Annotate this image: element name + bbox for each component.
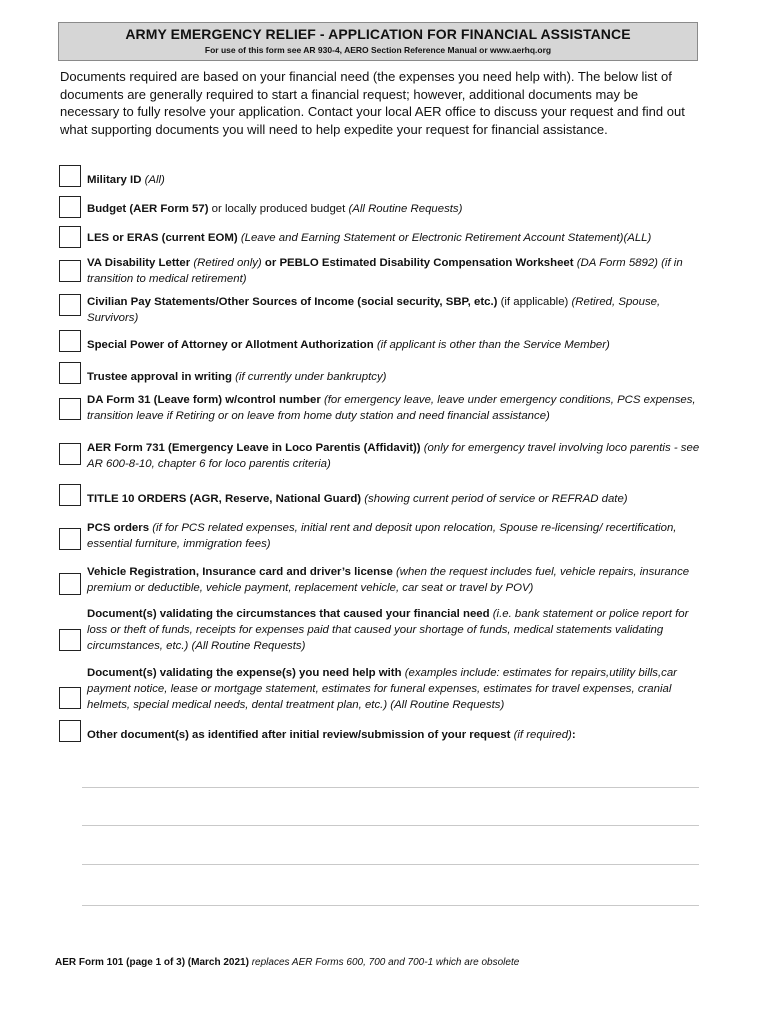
item-qualifier: (examples include: estimates for repairs,utility bills,car payment notice, lease or mortgage statement, estimates for funeral expenses, estimates for travel expenses, cranial helmets, special medical needs, dental treatment plan, etc.) (All Routine Requests) (87, 667, 677, 711)
item-civilian-pay (87, 294, 707, 326)
item-label: Vehicle Registration, Insurance card and driver’s license (87, 566, 393, 578)
item-qualifier-secondary: (DA Form 5892) (if in transition to medical retirement) (87, 257, 683, 285)
item-other-documents (87, 727, 707, 743)
item-da-form-31 (87, 392, 707, 424)
item-qualifier: (Retired only) (193, 257, 262, 269)
item-qualifier: (i.e. bank statement or police report for loss or theft of funds, receipts for expenses paid that caused your shortage of funds, medical statements validating circumstances, etc.) (All Routine Requests) (87, 608, 689, 652)
item-qualifier: (All Routine Requests) (348, 203, 463, 215)
item-label-secondary: or PEBLO Estimated Disability Compensation Worksheet (261, 257, 574, 269)
item-label: Military ID (87, 174, 142, 186)
item-label: Trustee approval in writing (87, 371, 232, 383)
checkbox-power-of-attorney[interactable] (59, 330, 81, 352)
form-header (58, 22, 698, 61)
item-qualifier: (if for PCS related expenses, initial rent and deposit upon relocation, Spouse re-licensing/ recertification, essential furniture, immigration fees) (87, 522, 677, 550)
checkbox-title-10-orders[interactable] (59, 484, 81, 506)
item-label: Special Power of Attorney or Allotment Authorization (87, 339, 374, 351)
checkbox-va-disability[interactable] (59, 260, 81, 282)
item-label: Budget (AER Form 57) (87, 203, 209, 215)
checkbox-vehicle-registration[interactable] (59, 573, 81, 595)
checkbox-circumstance-documents[interactable] (59, 629, 81, 651)
item-qualifier: (if currently under bankruptcy) (235, 371, 387, 383)
checkbox-pcs-orders[interactable] (59, 528, 81, 550)
item-label: Document(s) validating the circumstances that caused your financial need (87, 608, 490, 620)
item-label: PCS orders (87, 522, 150, 534)
item-expense-documents (87, 665, 707, 713)
checkbox-other-documents[interactable] (59, 720, 81, 742)
item-title-10-orders (87, 491, 707, 507)
item-label: Civilian Pay Statements/Other Sources of Income (social security, SBP, etc.) (87, 296, 498, 308)
footer-note: replaces AER Forms 600, 700 and 700-1 which are obsolete (248, 957, 520, 968)
checkbox-aer-form-731[interactable] (59, 443, 81, 465)
item-qualifier: (Leave and Earning Statement or Electronic Retirement Account Statement)(ALL) (240, 232, 652, 244)
item-qualifier: (only for emergency travel involving loco parentis - see AR 600-8-10, chapter 6 for loco parentis criteria) (87, 442, 700, 470)
item-les-eras (87, 230, 707, 246)
item-qualifier: (for emergency leave, leave under emergency conditions, PCS expenses, transition leave if Retiring or on leave from home duty station and need financial assistance) (87, 394, 696, 422)
item-qualifier: (showing current period of service or REFRAD date) (364, 493, 628, 505)
checkbox-expense-documents[interactable] (59, 687, 81, 709)
item-budget (87, 201, 707, 217)
checkbox-trustee-approval[interactable] (59, 362, 81, 384)
footer-form-id: AER Form 101 (page 1 of 3) (March 2021) (55, 957, 249, 968)
item-note: (if applicable) (497, 296, 572, 308)
item-qualifier: (if applicant is other than the Service Member) (376, 339, 610, 351)
item-qualifier: (All) (144, 174, 165, 186)
form-footer (55, 957, 519, 968)
write-in-line-4[interactable] (82, 905, 699, 906)
item-va-disability (87, 255, 707, 287)
item-note: or locally produced budget (208, 203, 349, 215)
item-label: LES or ERAS (current EOM) (87, 232, 238, 244)
form-subtitle: For use of this form see AR 930-4, AERO Section Reference Manual or www.aerhq.org (204, 45, 552, 55)
item-label: Document(s) validating the expense(s) you need help with (87, 667, 402, 679)
item-qualifier: (if required) (513, 729, 572, 741)
write-in-line-1[interactable] (82, 787, 699, 788)
item-label-secondary: : (571, 729, 576, 741)
checkbox-da-form-31[interactable] (59, 398, 81, 420)
item-vehicle-registration (87, 564, 707, 596)
intro-paragraph: Documents required are based on your financial need (the expenses you need help with). The below list of documents are generally required to start a financial request; however, additional documents may be necessary to fully resolve your application. Contact your local AER office to discuss your request and find out what supporting documents you will need to help expedite your request for financial assistance. (60, 69, 685, 137)
item-military-id (87, 172, 707, 188)
write-in-line-3[interactable] (82, 864, 699, 865)
checkbox-civilian-pay[interactable] (59, 294, 81, 316)
item-qualifier: (when the request includes fuel, vehicle repairs, insurance premium or deductible, vehicle payment, replacement vehicle, car seat or travel by POV) (87, 566, 690, 594)
item-label: VA Disability Letter (87, 257, 191, 269)
checkbox-budget[interactable] (59, 196, 81, 218)
item-label: TITLE 10 ORDERS (AGR, Reserve, National Guard) (87, 493, 362, 505)
item-trustee-approval (87, 369, 707, 385)
item-aer-form-731 (87, 440, 707, 472)
form-title: ARMY EMERGENCY RELIEF - APPLICATION FOR FINANCIAL ASSISTANCE (125, 26, 631, 42)
item-label: Other document(s) as identified after initial review/submission of your request (87, 729, 511, 741)
write-in-line-2[interactable] (82, 825, 699, 826)
item-circumstance-documents (87, 606, 707, 654)
item-label: DA Form 31 (Leave form) w/control number (87, 394, 321, 406)
item-power-of-attorney (87, 337, 707, 353)
item-qualifier: (Retired, Spouse, Survivors) (87, 296, 661, 324)
checkbox-military-id[interactable] (59, 165, 81, 187)
checkbox-les-eras[interactable] (59, 226, 81, 248)
item-pcs-orders (87, 520, 707, 552)
item-label: AER Form 731 (Emergency Leave in Loco Parentis (Affidavit)) (87, 442, 421, 454)
